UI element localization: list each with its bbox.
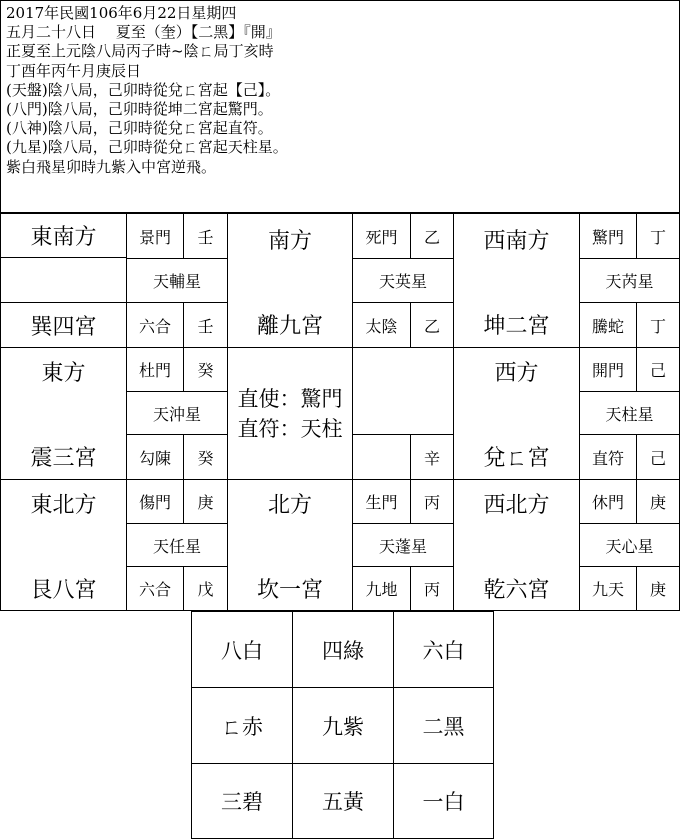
palace-sw-god-stem: 丁 xyxy=(636,302,680,348)
info-ganzhi-line: 丁酉年丙午月庚辰日 xyxy=(6,61,142,80)
palace-nw-star: 天心星 xyxy=(579,523,680,567)
palace-sw-star: 天芮星 xyxy=(579,258,680,303)
flying-star-ne: 六白 xyxy=(393,611,494,688)
palace-sw-name: 坤二宮 xyxy=(453,302,580,348)
palace-n-star: 天蓬星 xyxy=(352,523,454,567)
palace-e-direction: 東方 xyxy=(0,347,127,480)
palace-center-empty xyxy=(352,347,454,435)
palace-e-star: 天沖星 xyxy=(126,391,228,435)
palace-nw-god-stem: 庚 xyxy=(636,566,680,611)
palace-se-direction: 東南方 xyxy=(0,213,127,258)
palace-center-stem: 辛 xyxy=(410,434,454,480)
palace-ne-god: 六合 xyxy=(126,566,184,611)
flying-star-e: 二黑 xyxy=(393,687,494,764)
qimen-palace-grid xyxy=(0,213,680,611)
info-date-line: 2017年民國106年6月22日星期四 xyxy=(6,4,237,22)
palace-n-god: 九地 xyxy=(352,566,411,611)
palace-n-name: 坎一宮 xyxy=(227,566,353,611)
flying-star-nw: 八白 xyxy=(191,611,293,688)
palace-se-name: 巽四宮 xyxy=(0,302,127,348)
info-lunar-line: 五月二十八日 夏至（奎）【二黑】『開』 xyxy=(6,23,281,42)
palace-e-god-stem: 癸 xyxy=(183,434,228,480)
info-bashen-line: (八神)陰八局，己卯時從兌ㄈ宮起直符。 xyxy=(6,119,273,138)
flying-star-se: 一白 xyxy=(393,763,494,839)
palace-n-direction: 北方 xyxy=(227,479,353,611)
flying-star-w: ㄈ赤 xyxy=(191,687,293,764)
info-tianpan-line: (天盤)陰八局，己卯時從兌ㄈ宮起【己】。 xyxy=(6,80,281,99)
flying-star-center: 九紫 xyxy=(292,687,394,764)
zhishi-label: 直使：驚門 xyxy=(237,386,343,411)
chart-info-panel xyxy=(0,0,680,213)
palace-n-door: 生門 xyxy=(352,479,411,524)
palace-sw-direction: 西南方 xyxy=(453,213,580,348)
zhifu-label: 直符：天柱 xyxy=(237,416,343,441)
palace-n-door-stem: 丙 xyxy=(410,479,454,524)
palace-w-name: 兌ㄈ宮 xyxy=(453,434,580,480)
palace-se-spacer xyxy=(0,258,127,302)
palace-sw-door: 驚門 xyxy=(579,213,637,259)
palace-e-name: 震三宮 xyxy=(0,434,127,480)
palace-w-door-stem: 己 xyxy=(636,347,680,392)
palace-se-god: 六合 xyxy=(126,302,184,348)
palace-ne-name: 艮八宮 xyxy=(0,566,127,611)
palace-w-star: 天柱星 xyxy=(579,391,680,435)
info-ju-line: 正夏至上元陰八局丙子時~陰ㄈ局丁亥時 xyxy=(6,42,274,61)
palace-nw-direction: 西北方 xyxy=(453,479,580,611)
palace-ne-star: 天任星 xyxy=(126,523,228,567)
palace-w-direction: 西方 xyxy=(453,347,580,480)
palace-w-god: 直符 xyxy=(579,434,637,480)
palace-ne-god-stem: 戊 xyxy=(183,566,228,611)
palace-s-god: 太陰 xyxy=(352,302,411,348)
palace-se-door: 景門 xyxy=(126,213,184,259)
palace-se-door-stem: 壬 xyxy=(183,213,228,259)
info-jiuxing-line: (九星)陰八局，己卯時從兌ㄈ宮起天柱星。 xyxy=(6,138,288,157)
palace-e-door: 杜門 xyxy=(126,347,184,392)
palace-se-star: 天輔星 xyxy=(126,258,228,303)
palace-nw-god: 九天 xyxy=(579,566,637,611)
palace-s-door-stem: 乙 xyxy=(410,213,454,259)
palace-s-door: 死門 xyxy=(352,213,411,259)
palace-s-direction: 南方 xyxy=(227,213,353,348)
info-zibai-line: 紫白飛星卯時九紫入中宮逆飛。 xyxy=(6,157,217,176)
palace-s-name: 離九宮 xyxy=(227,302,353,348)
palace-nw-name: 乾六宮 xyxy=(453,566,580,611)
palace-s-star: 天英星 xyxy=(352,258,454,303)
palace-w-door: 開門 xyxy=(579,347,637,392)
palace-ne-door: 傷門 xyxy=(126,479,184,524)
flying-star-grid xyxy=(191,611,494,839)
palace-nw-door: 休門 xyxy=(579,479,637,524)
palace-e-god: 勾陳 xyxy=(126,434,184,480)
palace-e-door-stem: 癸 xyxy=(183,347,228,392)
palace-s-god-stem: 乙 xyxy=(410,302,454,348)
palace-n-god-stem: 丙 xyxy=(410,566,454,611)
flying-star-sw: 三碧 xyxy=(191,763,293,839)
palace-se-god-stem: 壬 xyxy=(183,302,228,348)
palace-ne-direction: 東北方 xyxy=(0,479,127,611)
palace-w-god-stem: 己 xyxy=(636,434,680,480)
palace-ne-door-stem: 庚 xyxy=(183,479,228,524)
palace-center-empty-god xyxy=(352,434,411,480)
palace-center xyxy=(227,347,353,480)
flying-star-n: 四綠 xyxy=(292,611,394,688)
palace-sw-god: 騰蛇 xyxy=(579,302,637,348)
flying-star-s: 五黃 xyxy=(292,763,394,839)
palace-sw-door-stem: 丁 xyxy=(636,213,680,259)
palace-nw-door-stem: 庚 xyxy=(636,479,680,524)
info-bamen-line: (八門)陰八局，己卯時從坤二宮起驚門。 xyxy=(6,100,273,119)
